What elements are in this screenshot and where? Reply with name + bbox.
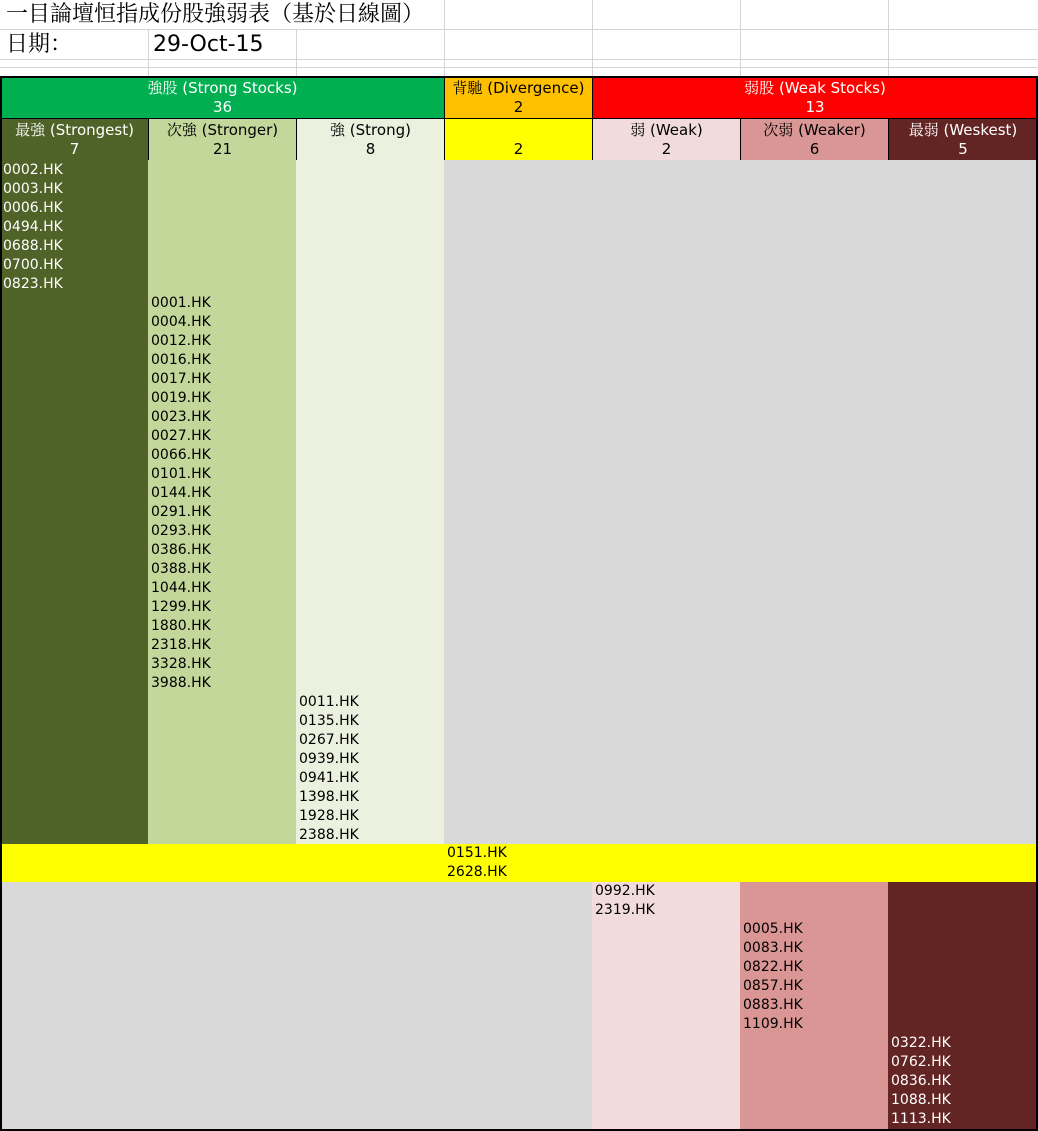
col-label: 強 (Strong) (330, 121, 411, 139)
col-count: 21 (212, 140, 233, 158)
gridline (740, 0, 741, 77)
divergence-list (444, 844, 507, 882)
stock-item: 2628.HK (447, 864, 507, 880)
col-count: 6 (809, 140, 820, 158)
stock-item: 0016.HK (151, 352, 211, 368)
col-label (445, 121, 592, 140)
stock-item: 0023.HK (151, 409, 211, 425)
stock-item: 0005.HK (743, 921, 803, 937)
stock-item: 0386.HK (151, 542, 211, 558)
gridline (592, 0, 593, 77)
stock-item: 0992.HK (595, 883, 655, 899)
gridline (444, 0, 445, 77)
stock-item: 1088.HK (891, 1092, 951, 1108)
stock-item: 0017.HK (151, 371, 211, 387)
sheet-title: 一目論壇恒指成份股強弱表（基於日線圖） (6, 2, 425, 27)
col-count: 7 (69, 140, 80, 158)
stock-item: 1880.HK (151, 618, 211, 634)
stock-item: 0822.HK (743, 959, 803, 975)
stock-item: 0836.HK (891, 1073, 951, 1089)
col-header-weaker (740, 118, 889, 161)
stock-item: 1113.HK (891, 1111, 951, 1127)
divergence-band (0, 844, 1038, 882)
col-count: 5 (958, 140, 968, 158)
stock-item: 0494.HK (3, 219, 63, 235)
stock-item: 0291.HK (151, 504, 211, 520)
stock-item: 0011.HK (299, 694, 359, 710)
group-header-weak (592, 76, 1038, 119)
col-label: 弱 (Weak) (630, 121, 703, 139)
group-label: 弱股 (Weak Stocks) (744, 79, 886, 97)
stock-item: 2318.HK (151, 637, 211, 653)
stock-item: 0004.HK (151, 314, 211, 330)
col-header-strong (296, 118, 445, 161)
group-header-strong (0, 76, 445, 119)
stock-item: 0012.HK (151, 333, 211, 349)
group-label: 背馳 (Divergence) (452, 79, 585, 97)
col-header-strongest (0, 118, 149, 161)
col-count: 2 (513, 140, 524, 158)
date-label: 日期： (6, 32, 73, 57)
stock-item: 0006.HK (3, 200, 63, 216)
stock-item: 0293.HK (151, 523, 211, 539)
stock-item: 0002.HK (3, 162, 63, 178)
gridline (0, 67, 1038, 68)
col-label: 次弱 (Weaker) (763, 121, 866, 139)
stock-item: 0388.HK (151, 561, 211, 577)
gridline (296, 29, 297, 77)
stock-item: 0001.HK (151, 295, 211, 311)
column-strongest (0, 160, 148, 844)
stock-item: 1299.HK (151, 599, 211, 615)
column-weaker (740, 882, 888, 1131)
stock-item: 0019.HK (151, 390, 211, 406)
stock-item: 0883.HK (743, 997, 803, 1013)
stock-item: 0083.HK (743, 940, 803, 956)
stock-item: 0322.HK (891, 1035, 951, 1051)
stock-item: 0135.HK (299, 713, 359, 729)
stock-item: 2388.HK (299, 827, 359, 843)
stock-item: 0857.HK (743, 978, 803, 994)
stock-item: 0151.HK (447, 845, 507, 861)
stock-item: 0688.HK (3, 238, 63, 254)
stock-item: 1928.HK (299, 808, 359, 824)
column-stronger (148, 160, 296, 844)
column-weakest (888, 882, 1038, 1131)
column-weak (592, 882, 740, 1131)
stock-item: 1044.HK (151, 580, 211, 596)
stock-item: 0762.HK (891, 1054, 951, 1070)
stock-item: 0101.HK (151, 466, 211, 482)
stock-item: 3988.HK (151, 675, 211, 691)
col-header-weak (592, 118, 741, 161)
stock-item: 0823.HK (3, 276, 63, 292)
gridline (0, 59, 1038, 60)
stock-item: 2319.HK (595, 902, 655, 918)
stock-item: 0939.HK (299, 751, 359, 767)
col-label: 次強 (Stronger) (166, 121, 279, 139)
col-label: 最弱 (Weskest) (908, 121, 1018, 139)
stock-item: 0003.HK (3, 181, 63, 197)
col-header-divergence (444, 118, 593, 161)
stock-item: 0941.HK (299, 770, 359, 786)
group-count: 36 (212, 98, 233, 116)
stock-item: 0027.HK (151, 428, 211, 444)
stock-item: 3328.HK (151, 656, 211, 672)
col-header-stronger (148, 118, 297, 161)
empty-area-upper-right (444, 160, 1038, 844)
col-count: 2 (661, 140, 672, 158)
stock-item: 0066.HK (151, 447, 211, 463)
column-strong (296, 160, 444, 844)
group-header-divergence (444, 76, 593, 119)
stock-item: 1109.HK (743, 1016, 803, 1032)
gridline (888, 0, 889, 77)
stock-item: 0267.HK (299, 732, 359, 748)
gridline (148, 29, 149, 77)
group-count: 13 (805, 98, 825, 116)
col-header-weakest (888, 118, 1038, 161)
stock-item: 0144.HK (151, 485, 211, 501)
col-label: 最強 (Strongest) (15, 121, 134, 139)
col-count: 8 (365, 140, 376, 158)
stock-item: 0700.HK (3, 257, 63, 273)
date-value: 29-Oct-15 (153, 32, 264, 57)
stock-item: 1398.HK (299, 789, 359, 805)
empty-area-lower-left (0, 882, 592, 1131)
group-count: 2 (513, 98, 524, 116)
group-label: 強股 (Strong Stocks) (147, 79, 298, 97)
